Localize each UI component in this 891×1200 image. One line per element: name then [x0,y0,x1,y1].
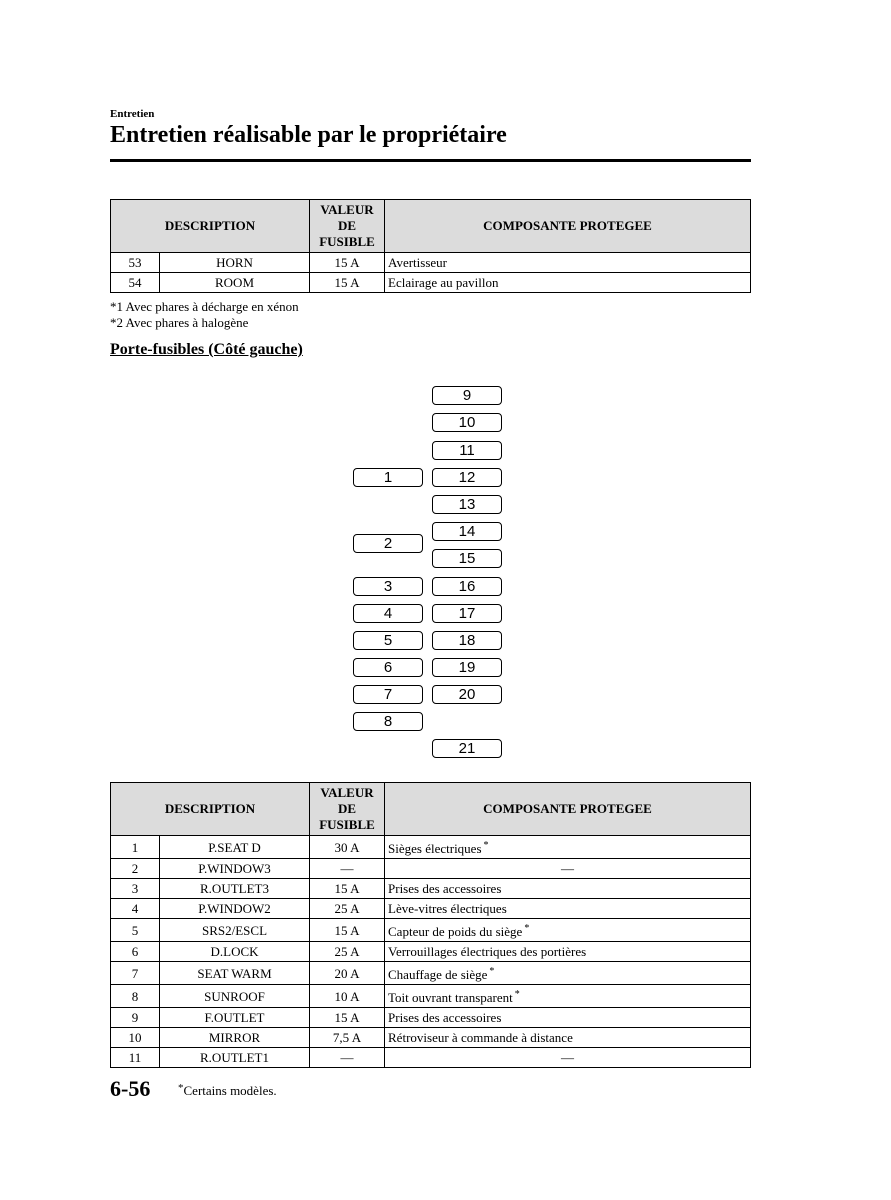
table-header-row [111,200,751,253]
fuse-number-cell [111,899,160,919]
fuse-number-cell [111,1048,160,1068]
fuse-number-cell-text: 5 [131,922,139,938]
notes [110,299,299,331]
fuse-slot: 16 [432,577,502,596]
fuse-slot: 17 [432,604,502,623]
fuse-value-cell-text: 20 A [334,965,360,981]
fuse-value-header-line3: FUSIBLE [319,817,375,832]
fuse-slot: 11 [432,441,502,460]
fuse-description-cell [160,985,310,1008]
fuse-number-cell [111,1028,160,1048]
protected-component-cell-text: Chauffage de siège [388,967,488,982]
protected-component-cell-text: Eclairage au pavillon [388,275,499,290]
fuse-value-cell [310,899,385,919]
fuse-number-cell [111,985,160,1008]
table-row [111,836,751,859]
fuse-number-cell [111,919,160,942]
fuse-slot: 21 [432,739,502,758]
fuse-value-cell-text: 15 A [334,255,360,270]
note-halogen: *2 Avec phares à halogène [110,315,249,330]
fuse-value-cell [310,273,385,293]
fuse-value-cell [310,985,385,1008]
fuse-number-cell [111,879,160,899]
fuse-number-cell-text: 1 [131,839,139,855]
fuse-value-cell-text: — [340,861,354,876]
fuse-description-cell [160,1048,310,1068]
fuse-description-cell [160,273,310,293]
fuse-value-cell-text: 25 A [334,901,360,916]
protected-component-cell-text: Sièges électriques [388,841,482,856]
table-row [111,859,751,879]
fuse-description-cell-text: P.WINDOW3 [198,861,271,876]
table-row [111,1008,751,1028]
fuse-table-bottom [110,782,751,1068]
protected-component-cell-text: Avertisseur [388,255,447,270]
footnote-star: * [178,1082,184,1094]
fuse-number-cell-text: 4 [131,901,139,916]
fuse-slot: 13 [432,495,502,514]
fuse-value-cell-text: 15 A [334,1010,360,1025]
fuse-number-cell-text: 9 [131,1010,139,1025]
fuse-description-cell [160,919,310,942]
fuse-description-cell [160,1028,310,1048]
protected-component-cell [385,253,751,273]
fuse-description-cell-text: SUNROOF [204,988,265,1004]
table-row [111,1048,751,1068]
table-row [111,273,751,293]
protected-component-cell-text: Toit ouvrant transparent [388,990,513,1005]
protected-component-cell [385,879,751,899]
fuse-number-cell-text: 54 [128,275,142,290]
table-row [111,919,751,942]
fuse-slot: 3 [353,577,423,596]
fuse-number-cell [111,859,160,879]
footnote-marker: * [514,989,520,1000]
fuse-number-cell [111,962,160,985]
protected-component-header: COMPOSANTE PROTEGEE [385,200,751,253]
fuse-slot: 14 [432,522,502,541]
fuse-slot: 18 [432,631,502,650]
table-row [111,879,751,899]
table-header-row [111,783,751,836]
protected-component-cell-text: Lève-vitres électriques [388,901,507,916]
protected-component-cell [385,942,751,962]
fuse-value-cell [310,836,385,859]
fuse-value-header-line1: VALEUR [320,202,374,217]
fuse-value-cell-text: 30 A [334,839,360,855]
table-row [111,962,751,985]
fuse-slot: 6 [353,658,423,677]
fuse-description-cell-text: F.OUTLET [204,1010,265,1025]
fuse-value-cell-text: 15 A [334,881,360,896]
fuse-slot: 12 [432,468,502,487]
footnote-marker: * [483,840,489,851]
fuse-slot: 4 [353,604,423,623]
fuse-value-header [310,783,385,836]
description-header: DESCRIPTION [111,783,310,836]
footnote-text: Certains modèles. [183,1083,277,1098]
fuse-description-cell [160,859,310,879]
fuse-number-cell [111,942,160,962]
fuse-value-header [310,200,385,253]
description-header: DESCRIPTION [111,200,310,253]
fuse-description-cell-text: R.OUTLET3 [200,881,269,896]
protected-component-cell [385,985,751,1008]
fuse-value-cell-text: — [340,1050,354,1065]
table-row [111,1028,751,1048]
fuse-number-cell [111,253,160,273]
fuse-value-cell [310,859,385,879]
protected-component-cell [385,919,751,942]
protected-component-cell-text: Capteur de poids du siège [388,924,523,939]
fuse-description-cell [160,942,310,962]
fuse-value-cell-text: 15 A [334,922,360,938]
fuse-description-cell [160,899,310,919]
footnote-marker: * [489,966,495,977]
fuse-description-cell [160,836,310,859]
fuse-number-cell-text: 7 [131,965,139,981]
fuse-number-cell-text: 10 [128,1030,142,1045]
fuse-value-cell [310,962,385,985]
fuse-value-cell-text: 10 A [334,988,360,1004]
fuse-number-cell-text: 6 [131,944,139,959]
fuse-number-cell-text: 2 [131,861,139,876]
fuse-description-cell [160,253,310,273]
protected-component-cell-text: — [561,1050,575,1065]
fuse-description-cell-text: D.LOCK [210,944,259,959]
fuse-slot: 10 [432,413,502,432]
fuse-value-cell-text: 25 A [334,944,360,959]
protected-component-cell-text: Verrouillages électriques des portières [388,944,587,959]
fuse-description-cell [160,1008,310,1028]
fuse-description-cell-text: ROOM [215,275,255,290]
section-label: Entretien [110,108,155,120]
fuse-value-cell [310,942,385,962]
fuse-number-cell-text: 11 [128,1050,142,1065]
fuse-slot: 8 [353,712,423,731]
fuse-value-cell-text: 15 A [334,275,360,290]
fuse-number-cell-text: 3 [131,881,139,896]
fuse-description-cell-text: HORN [216,255,253,270]
fuse-description-cell-text: SRS2/ESCL [201,922,268,938]
fuse-value-cell [310,1008,385,1028]
protected-component-cell [385,859,751,879]
fuse-description-cell-text: MIRROR [208,1030,261,1045]
fuse-slot: 2 [353,534,423,553]
footnote-marker: * [524,923,530,934]
protected-component-cell [385,1048,751,1068]
fuse-panel-subheading: Porte-fusibles (Côté gauche) [110,341,303,358]
fuse-slot: 9 [432,386,502,405]
fuse-slot: 5 [353,631,423,650]
protected-component-cell [385,1028,751,1048]
fuse-slot: 15 [432,549,502,568]
protected-component-cell [385,962,751,985]
page-title: Entretien réalisable par le propriétaire [110,122,507,148]
protected-component-cell [385,836,751,859]
protected-component-cell-text: Prises des accessoires [388,881,502,896]
fuse-value-cell [310,1028,385,1048]
page-number: 6-56 [110,1076,151,1101]
fuse-slot: 20 [432,685,502,704]
fuse-value-cell-text: 7,5 A [332,1030,362,1045]
fuse-value-cell [310,1048,385,1068]
fuse-description-cell [160,879,310,899]
fuse-description-cell-text: R.OUTLET1 [200,1050,269,1065]
fuse-value-header-line2: DE [337,801,357,816]
fuse-description-cell-text: SEAT WARM [197,965,272,981]
fuse-number-cell [111,836,160,859]
table-row [111,985,751,1008]
protected-component-cell-text: — [561,861,575,876]
table-row [111,899,751,919]
protected-component-cell-text: Prises des accessoires [388,1010,502,1025]
fuse-slot: 19 [432,658,502,677]
protected-component-cell [385,899,751,919]
fuse-description-cell-text: P.SEAT D [208,839,261,855]
fuse-slot: 1 [353,468,423,487]
protected-component-cell [385,273,751,293]
title-divider [110,159,751,162]
fuse-number-cell [111,1008,160,1028]
fuse-description-cell-text: P.WINDOW2 [198,901,271,916]
fuse-value-cell [310,253,385,273]
table-row [111,253,751,273]
table-row [111,942,751,962]
fuse-value-cell [310,919,385,942]
note-xenon: *1 Avec phares à décharge en xénon [110,299,299,314]
fuse-value-header-line2: DE [337,218,357,233]
fuse-number-cell-text: 8 [131,988,139,1004]
fuse-value-header-line1: VALEUR [320,785,374,800]
fuse-value-header-line3: FUSIBLE [319,234,375,249]
fuse-value-cell [310,879,385,899]
fuse-number-cell [111,273,160,293]
fuse-number-cell-text: 53 [128,255,142,270]
protected-component-header: COMPOSANTE PROTEGEE [385,783,751,836]
footnote [178,1082,277,1099]
fuse-description-cell [160,962,310,985]
protected-component-cell [385,1008,751,1028]
fuse-slot: 7 [353,685,423,704]
protected-component-cell-text: Rétroviseur à commande à distance [388,1030,573,1045]
fuse-table-top [110,199,751,293]
